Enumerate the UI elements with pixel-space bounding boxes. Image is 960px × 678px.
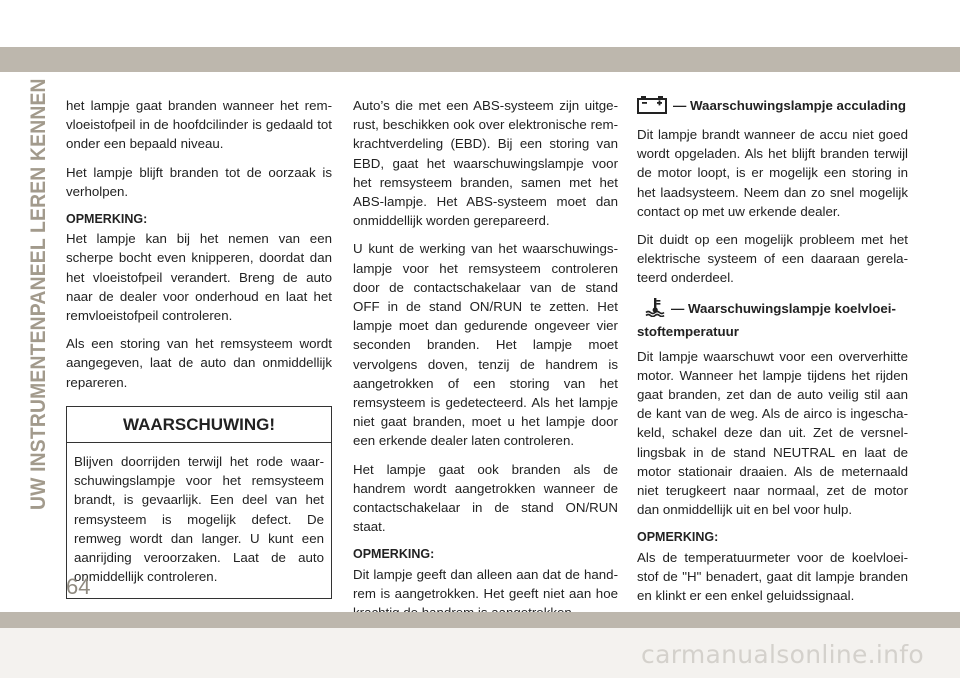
header-bar: [0, 47, 960, 72]
note-label: OPMERKING:: [66, 212, 148, 227]
heading-text: — Waarschuwingslampje acculading: [673, 98, 907, 113]
note-label: OPMERKING:: [353, 547, 435, 562]
note-label: OPMERKING:: [637, 530, 719, 545]
page-number: 64: [66, 574, 91, 599]
coolant-warning-heading: [637, 297, 908, 341]
warning-title: WAARSCHUWING!: [67, 407, 331, 443]
battery-warning-heading: [637, 96, 908, 119]
column-2: [353, 96, 618, 631]
watermark-text: carmanualsonline.info: [641, 640, 924, 669]
note-text: Het lampje kan bij het nemen van een scherpe bocht even knipperen, doordat dan het vloeistofpeil verandert. Breng de auto naar de dealer voor onderhoud en laat het remvloeistofpeil controleren.: [66, 231, 332, 324]
paragraph: Als een storing van het remsysteem wordt aangegeven, laat de auto dan onmiddellijk repareren.: [66, 336, 332, 390]
watermark: [0, 640, 960, 669]
note-text: Als de temperatuurmeter voor de koelvloeistof de "H" benadert, gaat dit lampje branden en klinkt er een enkel geluidssignaal.: [637, 549, 908, 604]
warning-box: [66, 406, 332, 600]
footer-bar: [0, 612, 960, 628]
paragraph: Dit lampje brandt wanneer de accu niet goed wordt opgeladen. Als het blijft branden terwijl de motor loopt, is er mogelijk een storing in het laadsysteem. Neem dan zo snel mogelijk contact op met uw erkende dealer.: [637, 127, 908, 219]
warning-text: Blijven doorrijden terwijl het rode waarschuwingslampje voor het remsysteem brandt, is gevaarlijk. Een deel van het remsysteem is mogelijk defect. De remweg wordt dan langer. U kunt een aanrijding veroorzaken. Laat de auto onmiddellijk controleren.: [74, 454, 324, 585]
paragraph: het lampje gaat branden wanneer het remvloeistofpeil in de hoofdcilinder is gedaald tot onder een bepaald niveau.: [66, 98, 332, 152]
battery-icon: [637, 96, 667, 119]
paragraph: Dit duidt op een mogelijk probleem met het elektrische systeem of een daaraan gerelateerd onderdeel.: [637, 232, 908, 286]
paragraph: Het lampje blijft branden tot de oorzaak is verholpen.: [66, 164, 332, 199]
section-side-title: UW INSTRUMENTENPANEEL LEREN KENNEN: [27, 78, 50, 511]
column-1: [66, 96, 332, 599]
coolant-temperature-icon: [645, 297, 665, 322]
column-3: [637, 96, 908, 614]
paragraph: U kunt de werking van het waarschuwingslampje voor het remsysteem controleren door de contactschakelaar van de stand OFF in de stand ON/RUN te zetten. Het lampje moet dan gedurende ongeveer vier seconden branden. Het lampje moet vervolgens doven, tenzij de handrem is aangetrokken of een storing van het remsysteem is gedetecteerd. Als het lampje niet gaat branden, moet u het lampje door een erkende dealer laten controleren.: [353, 241, 618, 449]
paragraph: Auto’s die met een ABS-systeem zijn uitgerust, beschikken ook over elektronische remkrachtverdeling (EBD). Bij een storing van EBD, gaat het waarschuwingslampje voor het remsysteem branden, samen met het ABS-lampje. Het ABS-systeem moet dan onmiddellijk worden gerepareerd.: [353, 98, 618, 229]
heading-text: — Waarschuwingslampje koelvloeistoftemperatuur: [637, 300, 896, 339]
top-margin: [0, 0, 960, 47]
paragraph: Het lampje gaat ook branden als de handrem wordt aangetrokken wanneer de contactschakelaar in de stand ON/RUN staat.: [353, 461, 618, 535]
note-text: Dit lampje geeft dan alleen aan dat de handrem is aangetrokken. Het geeft niet aan hoe: [353, 566, 618, 601]
paragraph: Dit lampje waarschuwt voor een oververhitte motor. Wanneer het lampje tijdens het rijden gaat branden, zet dan de auto veilig stil aan de kant van de weg. Als de airco is ingeschakeld, schakel deze dan uit. Zet de versnellingsbak in de stand NEUTRAL en laat de motor stationair draaien. Als de meternaald niet terugkeert naar normaal, zet de motor dan onmiddellijk uit en bel voor hulp.: [637, 348, 908, 518]
